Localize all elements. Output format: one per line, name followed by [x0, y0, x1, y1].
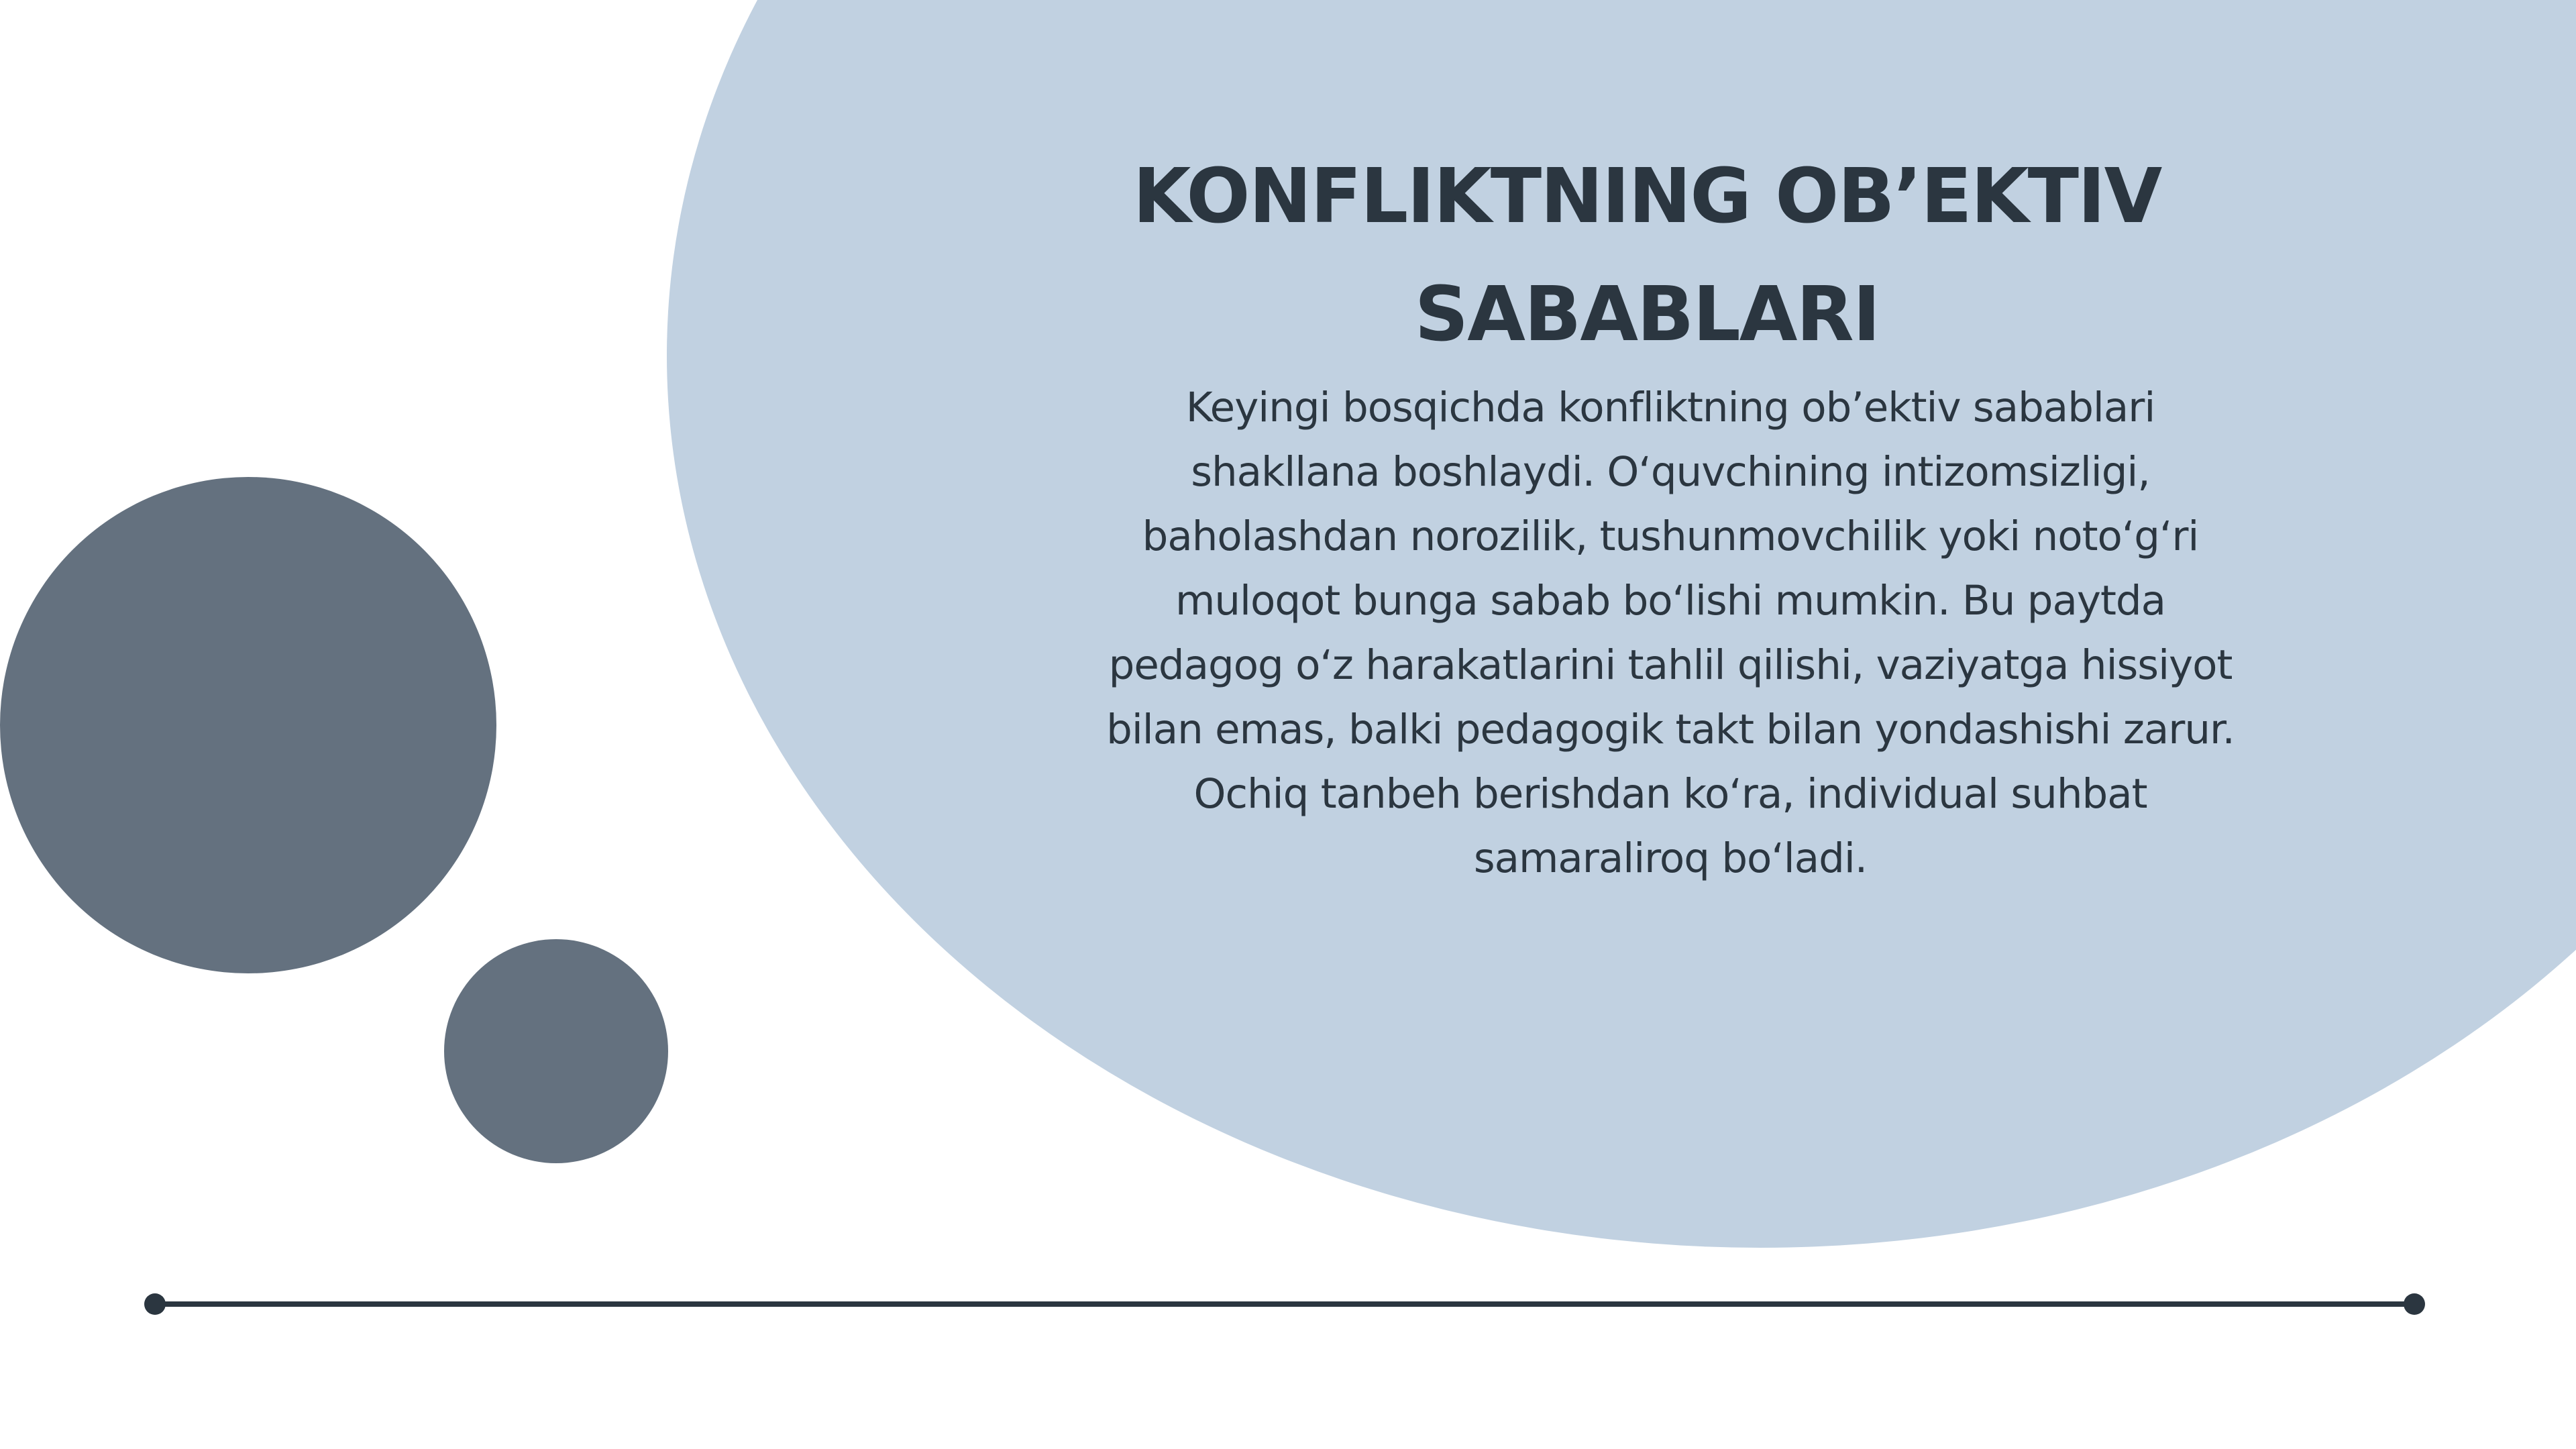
decorative-circle-large [0, 477, 496, 973]
timeline-start-dot [144, 1293, 166, 1315]
timeline-end-dot [2404, 1293, 2425, 1315]
decorative-circle-small [444, 939, 668, 1163]
slide-body-text: Keyingi bosqichda konfliktning ob’ektiv sabablari shakllana boshlaydi. O‘quvchining intizomsizligi, baholashdan norozilik, tushunmovchilik yoki noto‘g‘ri muloqot bunga sabab bo‘lishi mumkin. Bu paytda pedagog o‘z harakatlarini tahlil qilishi, vaziyatga hissiyot bilan emas, balki pedagogik takt bilan yondashishi zarur. Ochiq tanbeh berishdan ko‘ra, individual suhbat samaraliroq bo‘ladi. [1106, 384, 2235, 882]
slide-title: KONFLIKTNING OB’EKTIV SABABLARI [1132, 153, 2161, 358]
timeline-line [155, 1301, 2414, 1307]
